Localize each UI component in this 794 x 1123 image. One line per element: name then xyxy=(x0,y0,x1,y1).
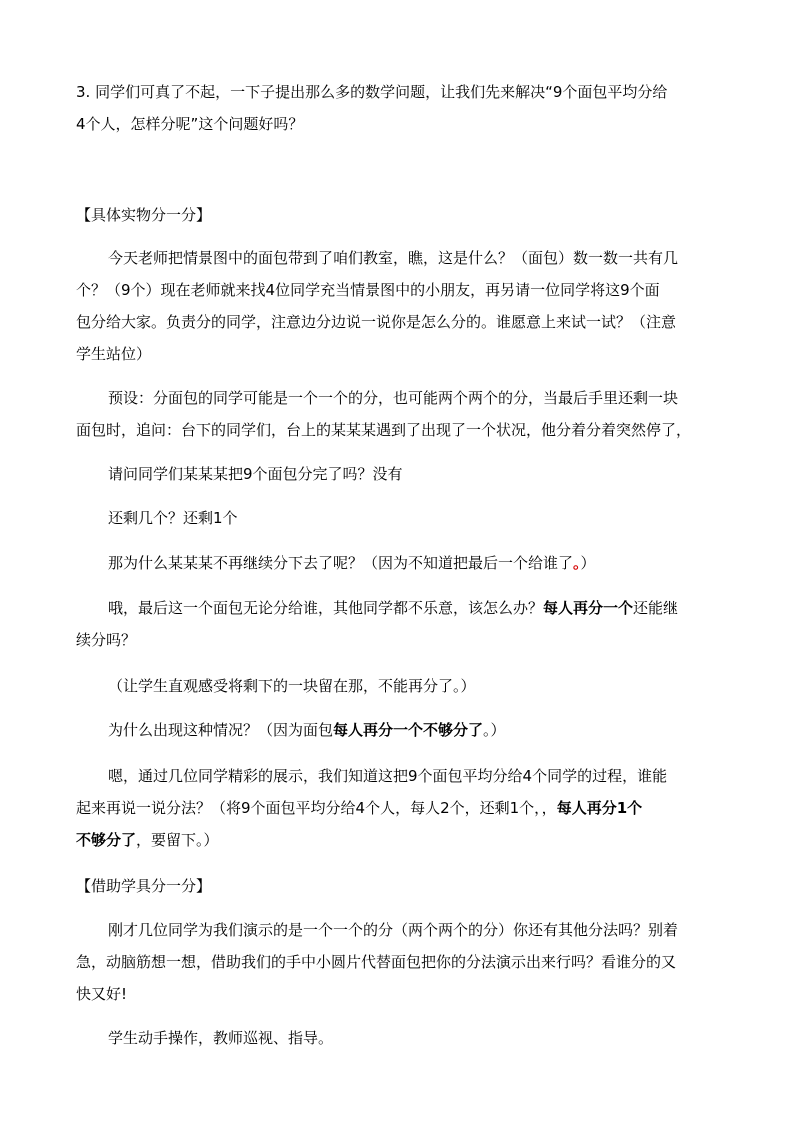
paragraph-3-line-3-text: ，要留下。） xyxy=(136,831,219,849)
question-why-stop-end: ） xyxy=(580,554,596,572)
question-what-to-do-line-1 xyxy=(108,598,678,618)
paragraph-2-line-1: 预设：分面包的同学可能是一个一个的分，也可能两个两个的分，当最后手里还剩一块 xyxy=(108,389,679,407)
question-remaining: 还剩几个？还剩1个 xyxy=(108,509,238,527)
paragraph-5: 学生动手操作，教师巡视、指导。 xyxy=(108,1029,334,1047)
question-finished: 请问同学们某某某把9个面包分完了吗？没有 xyxy=(108,465,403,483)
red-period-mark: 。 xyxy=(573,554,581,572)
paragraph-3-line-3 xyxy=(76,830,219,850)
paragraph-4-line-2: 急，动脑筋想一想，借助我们的手中小圆片代替面包把你的分法演示出来行吗？看谁分的又 xyxy=(76,953,677,971)
emphasis-not-enough-again: 不够分了 xyxy=(76,831,137,849)
paragraph-3-line-2-text: 起来再说一说分法？（将9个面包平均分给4个人，每人2个，还剩1个，， xyxy=(76,799,557,817)
paragraph-1-line-1: 今天老师把情景图中的面包带到了咱们教室，瞧，这是什么？（面包）数一数一共有几 xyxy=(108,249,679,267)
teaching-note: （让学生直观感受将剩下的一块留在那，不能再分了。） xyxy=(108,677,476,695)
section-3-line-1: 3. 同学们可真了不起，一下子提出那么多的数学问题，让我们先来解决“9个面包平均分给 xyxy=(76,83,668,101)
question-what-to-do-post: 还能继 xyxy=(633,599,679,617)
paragraph-1-line-3: 包分给大家。负责分的同学，注意边分边说一说你是怎么分的。谁愿意上来试一试？（注意 xyxy=(76,313,677,331)
emphasis-each-one-more-again: 每人再分1个 xyxy=(556,799,643,817)
question-why-situation xyxy=(108,720,506,740)
question-why-situation-post: 。） xyxy=(483,721,506,739)
emphasis-not-enough: 每人再分一个不够分了 xyxy=(333,721,484,739)
paragraph-4-line-1: 刚才几位同学为我们演示的是一个一个的分（两个两个的分）你还有其他分法吗？别着 xyxy=(108,921,679,939)
emphasis-each-one-more: 每人再分一个 xyxy=(543,599,634,617)
section-3-line-2: 4个人，怎样分呢”这个问题好吗？ xyxy=(76,115,304,133)
question-what-to-do-line-2: 续分吗？ xyxy=(76,631,137,649)
question-why-stop-text: 那为什么某某某不再继续分下去了呢？（因为不知道把最后一个给谁了 xyxy=(108,554,574,572)
heading-physical-division: 【具体实物分一分】 xyxy=(76,206,212,224)
paragraph-4-line-3: 快又好! xyxy=(76,985,128,1003)
paragraph-1-line-2: 个？（9个）现在老师就来找4位同学充当情景图中的小朋友，再另请一位同学将这9个面 xyxy=(76,281,660,299)
question-why-situation-pre: 为什么出现这种情况？（因为面包 xyxy=(108,721,334,739)
paragraph-1-line-4: 学生站位） xyxy=(76,345,152,363)
question-why-stop xyxy=(108,553,596,573)
heading-tool-division: 【借助学具分一分】 xyxy=(76,877,212,895)
paragraph-3-line-2 xyxy=(76,798,642,818)
question-what-to-do-pre: 哦，最后这一个面包无论分给谁，其他同学都不乐意，该怎么办？ xyxy=(108,599,544,617)
paragraph-3-line-1: 嗯，通过几位同学精彩的展示，我们知道这把9个面包平均分给4个同学的过程，谁能 xyxy=(108,767,668,785)
paragraph-2-line-2: 面包时，追问：台下的同学们，台上的某某某遇到了出现了一个状况，他分着分着突然停了， xyxy=(76,421,692,439)
